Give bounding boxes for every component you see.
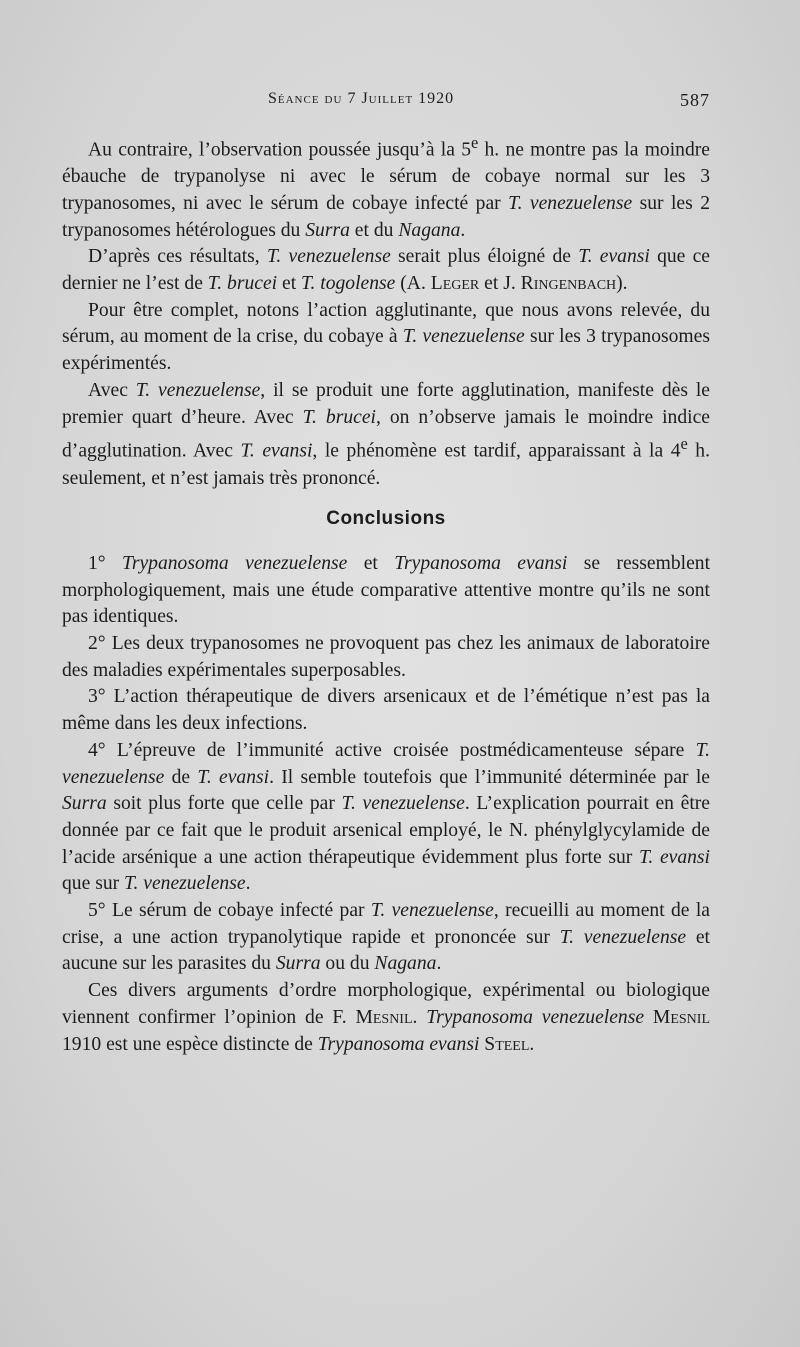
species-name: T. brucei [302,406,376,428]
page-number: 587 [680,90,710,110]
paragraph-results [62,244,710,297]
species-name: T. venezuelense [559,926,687,948]
conclusion-3: 3° L’action thérapeutique de divers arsenicaux et de l’émétique n’est pas la même dans les deux infections. [62,686,710,735]
text: Ces divers arguments d’ordre morphologique, expérimental ou biologique viennent confirmer l’opinion de F. [62,980,710,1028]
author-name: Mesnil [652,1006,710,1028]
page-header [0,90,800,116]
author-name: Steel [484,1033,530,1055]
text: Avec [88,379,136,401]
species-name: T. evansi [240,440,313,462]
conclusion-5 [62,898,710,978]
species-name: T. venezuelense [135,379,261,401]
species-name: Trypanosoma evansi [317,1033,480,1055]
species-name: T. venezuelense [508,192,633,214]
text: sur les 2 trypanosomes hétérologues du [62,192,710,241]
text: h. seulement, et n’est jamais très prononcé. [62,440,710,489]
running-head: Séance du 7 Juillet 1920 [268,90,455,107]
author-name: Mesnil [355,1006,413,1028]
text: de [164,766,198,788]
conclusion-1 [62,551,710,631]
species-name: Trypanosoma evansi [394,552,568,574]
text: , il se produit une forte agglutination, manifeste dès le premier quart d’heure. Avec [62,379,710,428]
text: . [529,1033,535,1055]
species-name: T. evansi [638,846,710,868]
text: 4° L’épreuve de l’immunité active croisée postmédicamenteuse sépare [88,739,696,761]
disease-name: Surra [305,219,350,241]
text: . Il semble toutefois que l’immunité déterminée par le [269,766,710,788]
text: et aucune sur les parasites du [62,926,710,975]
body-text [62,130,710,1058]
text: se ressemblent morphologiquement, mais une étude comparative attentive montre qu’ils ne sont pas identiques. [62,552,711,628]
text: D’après ces résultats, [88,246,267,268]
conclusion-2: 2° Les deux trypanosomes ne provoquent pas chez les animaux de laboratoire des maladies expérimentales superposables. [62,633,710,681]
species-name: T. brucei [207,273,278,295]
disease-name: Surra [275,953,321,975]
species-name: T. venezuelense [124,873,246,895]
text: ou du [320,953,375,975]
disease-name: Surra [62,793,107,815]
text: . [460,219,466,241]
text: (A. [395,273,431,295]
species-name: T. evansi [197,766,270,788]
superscript: e [680,434,688,454]
text: soit plus forte que celle par [106,793,342,815]
text: 5° Le sérum de cobaye infecté par [88,900,371,922]
text: , recueilli au moment de la crise, a une action trypanolytique rapide et prononcée sur [62,900,710,948]
paragraph-agglutination-detail [62,378,710,492]
text: que ce dernier ne l’est de [62,246,710,295]
text: et [347,552,395,574]
species-name: T. evansi [578,246,650,268]
species-name: T. venezuelense [266,246,391,268]
paragraph-agglutination [62,298,710,378]
species-name: Trypanosoma venezuelense [426,1006,645,1028]
species-name: T. togolense [301,273,396,295]
text: ). [616,273,628,295]
author-name: Ringenbach [520,273,617,295]
text: Pour être complet, notons l’action agglutinante, que nous avons relevée, du sérum, au moment de la crise, du cobaye à [62,299,710,348]
text: sur les 3 trypanosomes expérimentés. [62,326,710,375]
text [644,1007,653,1028]
text: . L’explication pourrait en être donnée par ce fait que le produit arsenical employé, le N. phénylglycylamide de l’acide arsénique a une action thérapeutique évidemment plus forte sur [62,793,710,868]
text: et [277,273,302,295]
text: et J. [479,273,521,295]
superscript: e [471,133,479,152]
species-name: T. venezuelense [370,900,494,922]
final-paragraph [62,978,710,1058]
text: h. ne montre pas la moindre ébauche de trypanolyse ni avec le sérum de cobaye normal sur les 3 trypanosomes, ni avec le sérum de cobaye infecté par [62,139,710,214]
text: 1° [88,552,123,574]
text: . [245,873,251,895]
species-name: T. venezuelense [341,793,465,815]
species-name: Trypanosoma venezuelense [122,552,348,574]
text: . [412,1006,427,1028]
disease-name: Nagana [374,953,437,975]
paragraph-observation [62,130,710,244]
disease-name: Nagana [398,219,461,241]
species-name: T. venezuelense [62,739,710,788]
author-name: Leger [430,273,480,295]
text: , on n’observe jamais le moindre indice d’agglutination. Avec [62,406,710,462]
text: , le phénomène est tardif, apparaissant à la 4 [312,440,681,462]
text: . [436,953,442,975]
text: 1910 est une espèce distincte de [62,1033,318,1055]
text: et du [349,219,399,241]
text: serait plus éloigné de [390,246,579,268]
section-heading: Conclusions [326,508,446,530]
species-name: T. venezuelense [402,326,525,348]
text: que sur [62,873,125,895]
text: Au contraire, l’observation poussée jusqu’à la 5 [88,139,471,161]
conclusion-4 [62,738,710,898]
